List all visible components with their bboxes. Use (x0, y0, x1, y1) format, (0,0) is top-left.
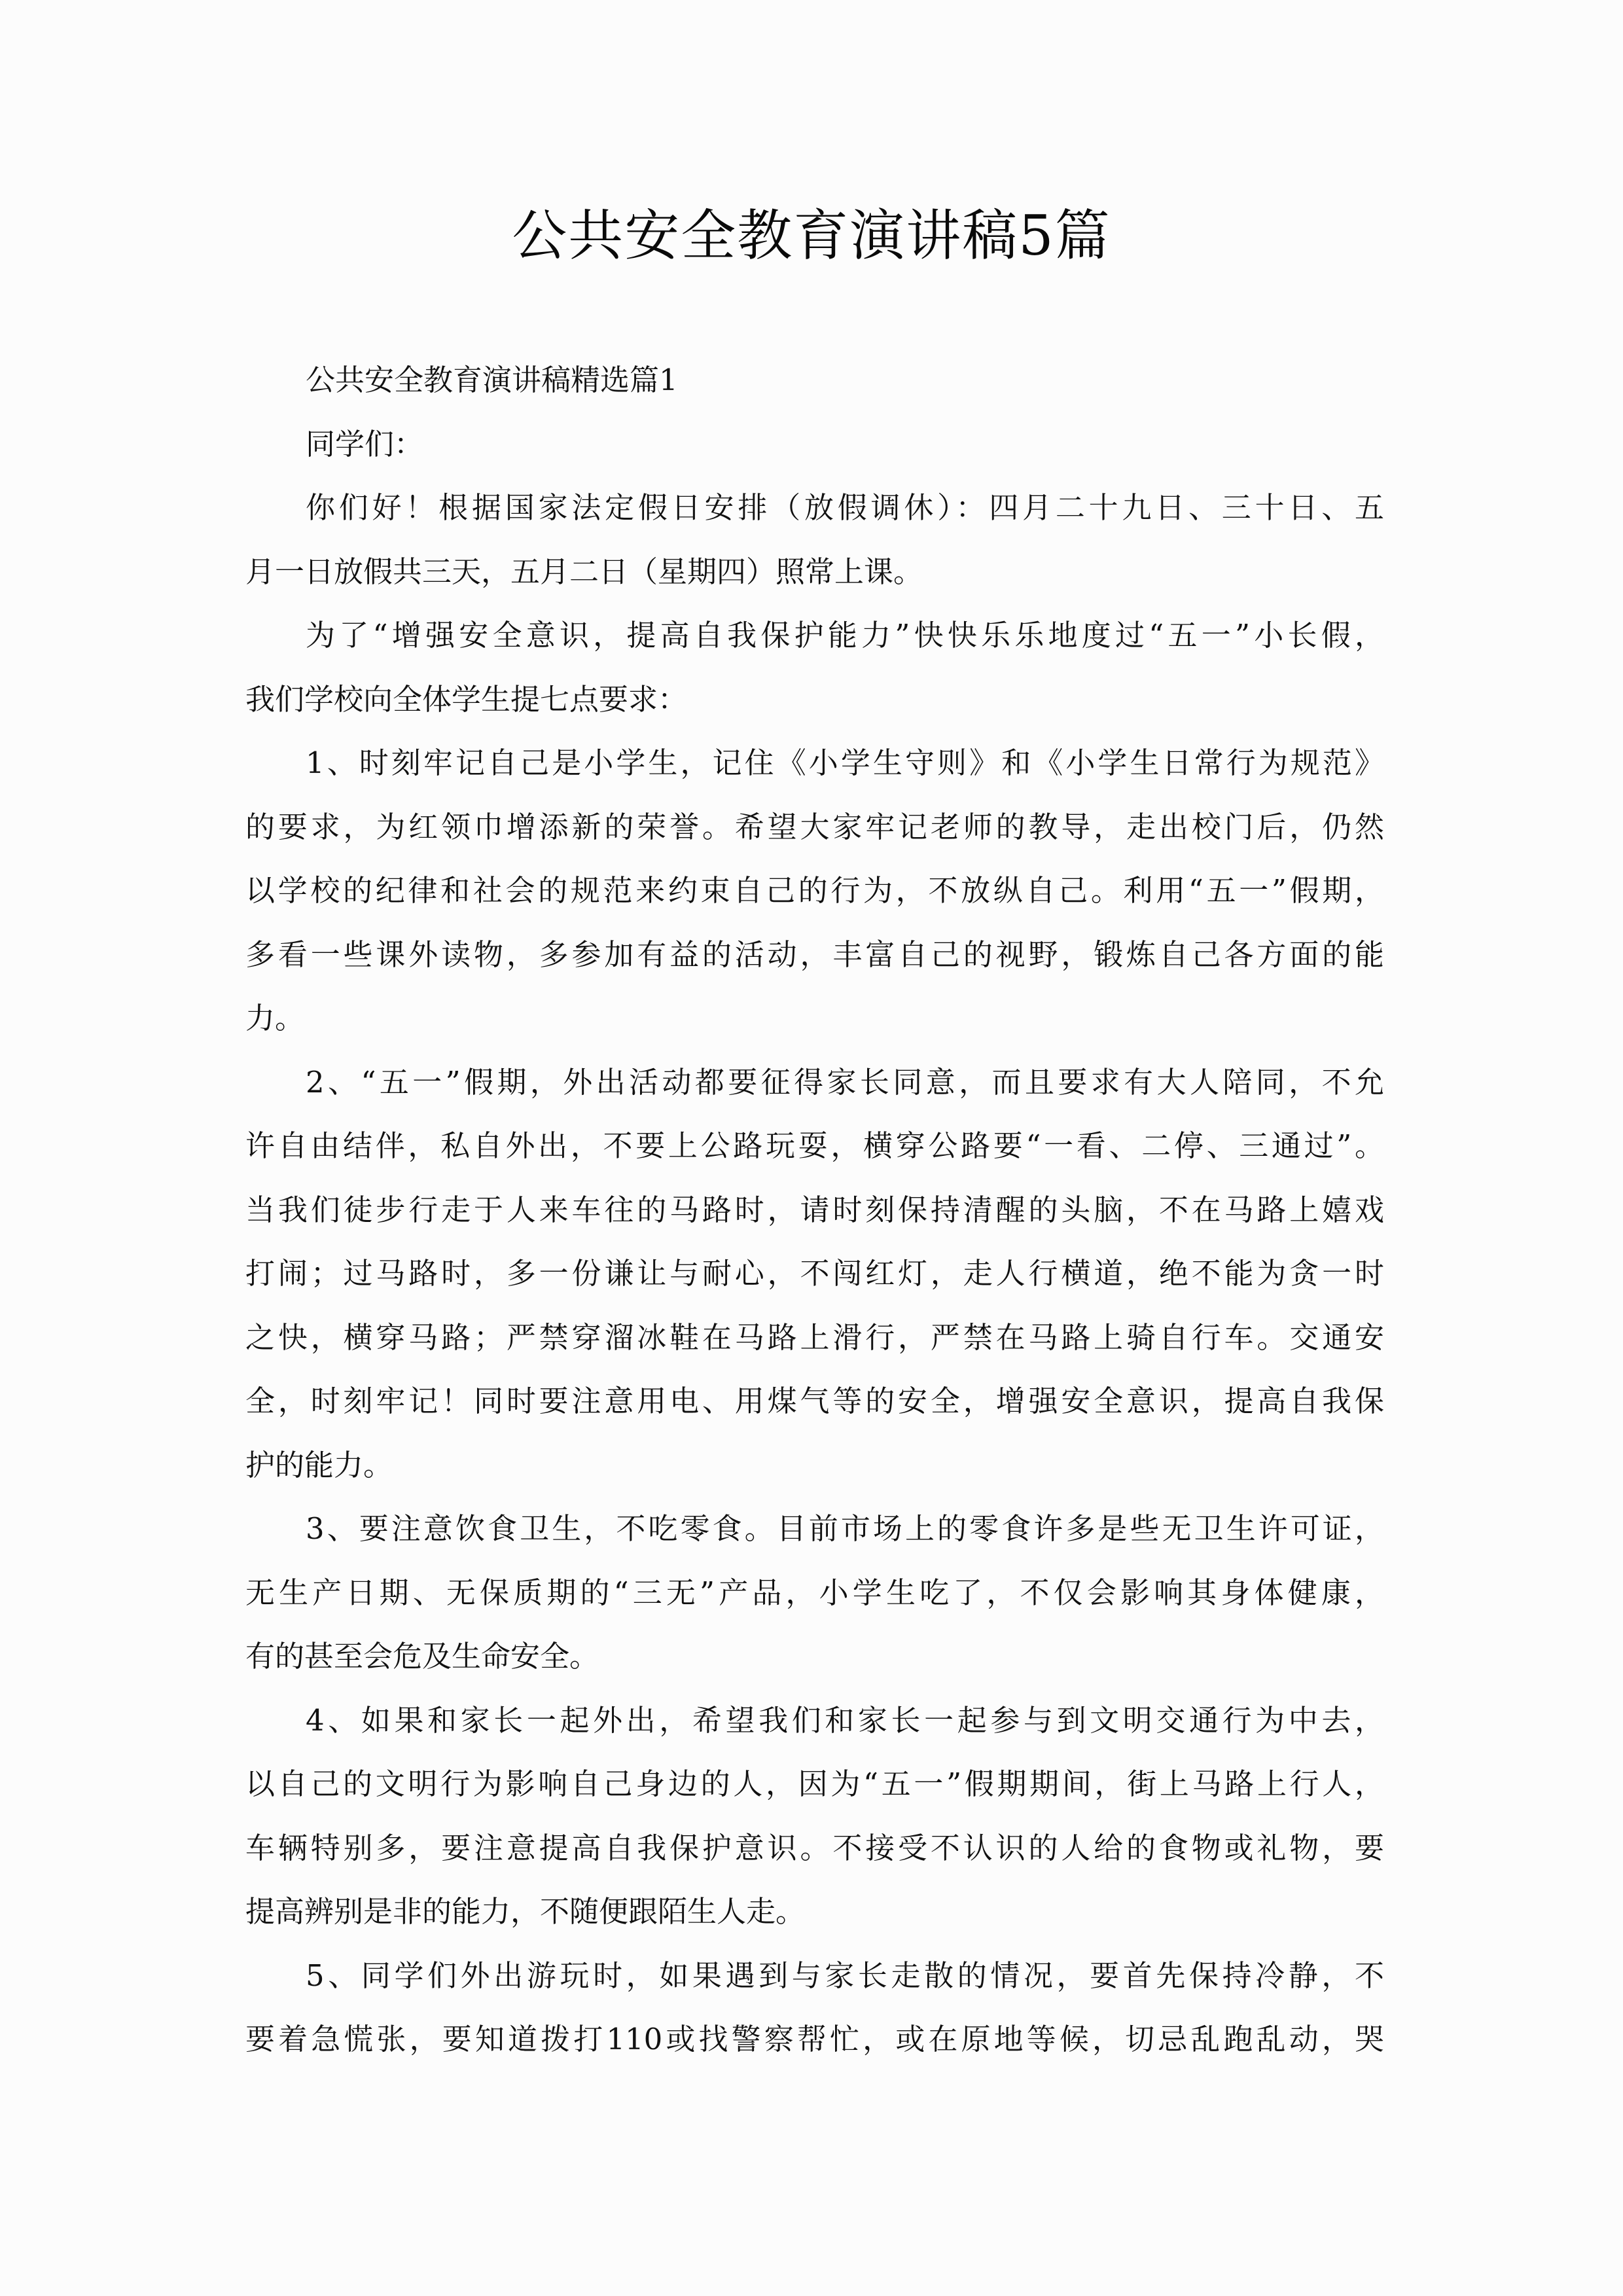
paragraph-line: 的要求，为红领巾增添新的荣誉。希望大家牢记老师的教导，走出校门后，仍然 (245, 809, 1384, 844)
paragraph-line: 以学校的纪律和社会的规范来约束自己的行为，不放纵自己。利用“五一”假期， (245, 873, 1384, 908)
paragraph-item-2 (245, 1050, 1397, 1498)
paragraph-line: 力。 (245, 1001, 305, 1035)
paragraph-item-4 (245, 1689, 1397, 1944)
paragraph-line: 为了“增强安全意识，提高自我保护能力”快快乐乐地度过“五一”小长假， (306, 618, 1384, 653)
document-title: 公共安全教育演讲稿5篇 (512, 204, 1111, 268)
paragraph-line: 护的能力。 (245, 1447, 393, 1482)
paragraph-line: 打闹；过马路时，多一份谦让与耐心，不闯红灯，走人行横道，绝不能为贪一时 (245, 1256, 1384, 1291)
salutation-text: 同学们： (306, 426, 424, 461)
paragraph-line: 1、时刻牢记自己是小学生，记住《小学生守则》和《小学生日常行为规范》 (306, 745, 1384, 780)
paragraph-line: 有的甚至会危及生命安全。 (245, 1639, 599, 1674)
paragraph-line: 4、如果和家长一起外出，希望我们和家长一起参与到文明交通行为中去， (306, 1702, 1384, 1738)
paragraph-line: 许自由结伴，私自外出，不要上公路玩耍，横穿公路要“一看、二停、三通过”。 (245, 1128, 1384, 1163)
paragraph-line: 要着急慌张，要知道拨打110或找警察帮忙，或在原地等候，切忌乱跑乱动，哭 (245, 2022, 1384, 2056)
paragraph-line: 月一日放假共三天，五月二日（星期四）照常上课。 (245, 554, 923, 589)
paragraph-intro (245, 603, 1397, 731)
document-body (245, 348, 1397, 2072)
paragraph-line: 提高辨别是非的能力，不随便跟陌生人走。 (245, 1894, 806, 1929)
paragraph-line: 我们学校向全体学生提七点要求： (245, 681, 688, 717)
section-heading-text: 公共安全教育演讲稿精选篇1 (306, 363, 678, 397)
paragraph-line: 无生产日期、无保质期的“三无”产品，小学生吃了，不仅会影响其身体健康， (245, 1575, 1384, 1610)
paragraph-line: 当我们徒步行走于人来车往的马路时，请时刻保持清醒的头脑，不在马路上嬉戏 (245, 1192, 1384, 1227)
paragraph-line: 2、“五一”假期，外出活动都要征得家长同意，而且要求有大人陪同，不允 (306, 1064, 1384, 1100)
section-heading (245, 348, 1397, 412)
paragraph-item-3 (245, 1497, 1397, 1689)
paragraph-line: 5、同学们外出游玩时，如果遇到与家长走散的情况，要首先保持冷静，不 (306, 1958, 1384, 1993)
paragraph-line: 3、要注意饮食卫生，不吃零食。目前市场上的零食许多是些无卫生许可证， (306, 1511, 1384, 1546)
salutation (245, 412, 1397, 476)
paragraph-line: 你们好！根据国家法定假日安排（放假调休）：四月二十九日、三十日、五 (306, 490, 1384, 525)
paragraph-item-5 (245, 1944, 1397, 2072)
paragraph-item-1 (245, 731, 1397, 1050)
paragraph-line: 多看一些课外读物，多参加有益的活动，丰富自己的视野，锻炼自己各方面的能 (245, 937, 1384, 972)
paragraph-line: 车辆特别多，要注意提高自我保护意识。不接受不认识的人给的食物或礼物，要 (245, 1830, 1384, 1865)
paragraph-line: 之快，横穿马路；严禁穿溜冰鞋在马路上滑行，严禁在马路上骑自行车。交通安 (245, 1319, 1384, 1355)
paragraph-greeting (245, 476, 1397, 603)
paragraph-line: 全，时刻牢记！同时要注意用电、用煤气等的安全，增强安全意识，提高自我保 (245, 1384, 1384, 1418)
paragraph-line: 以自己的文明行为影响自己身边的人，因为“五一”假期期间，街上马路上行人， (245, 1767, 1384, 1801)
